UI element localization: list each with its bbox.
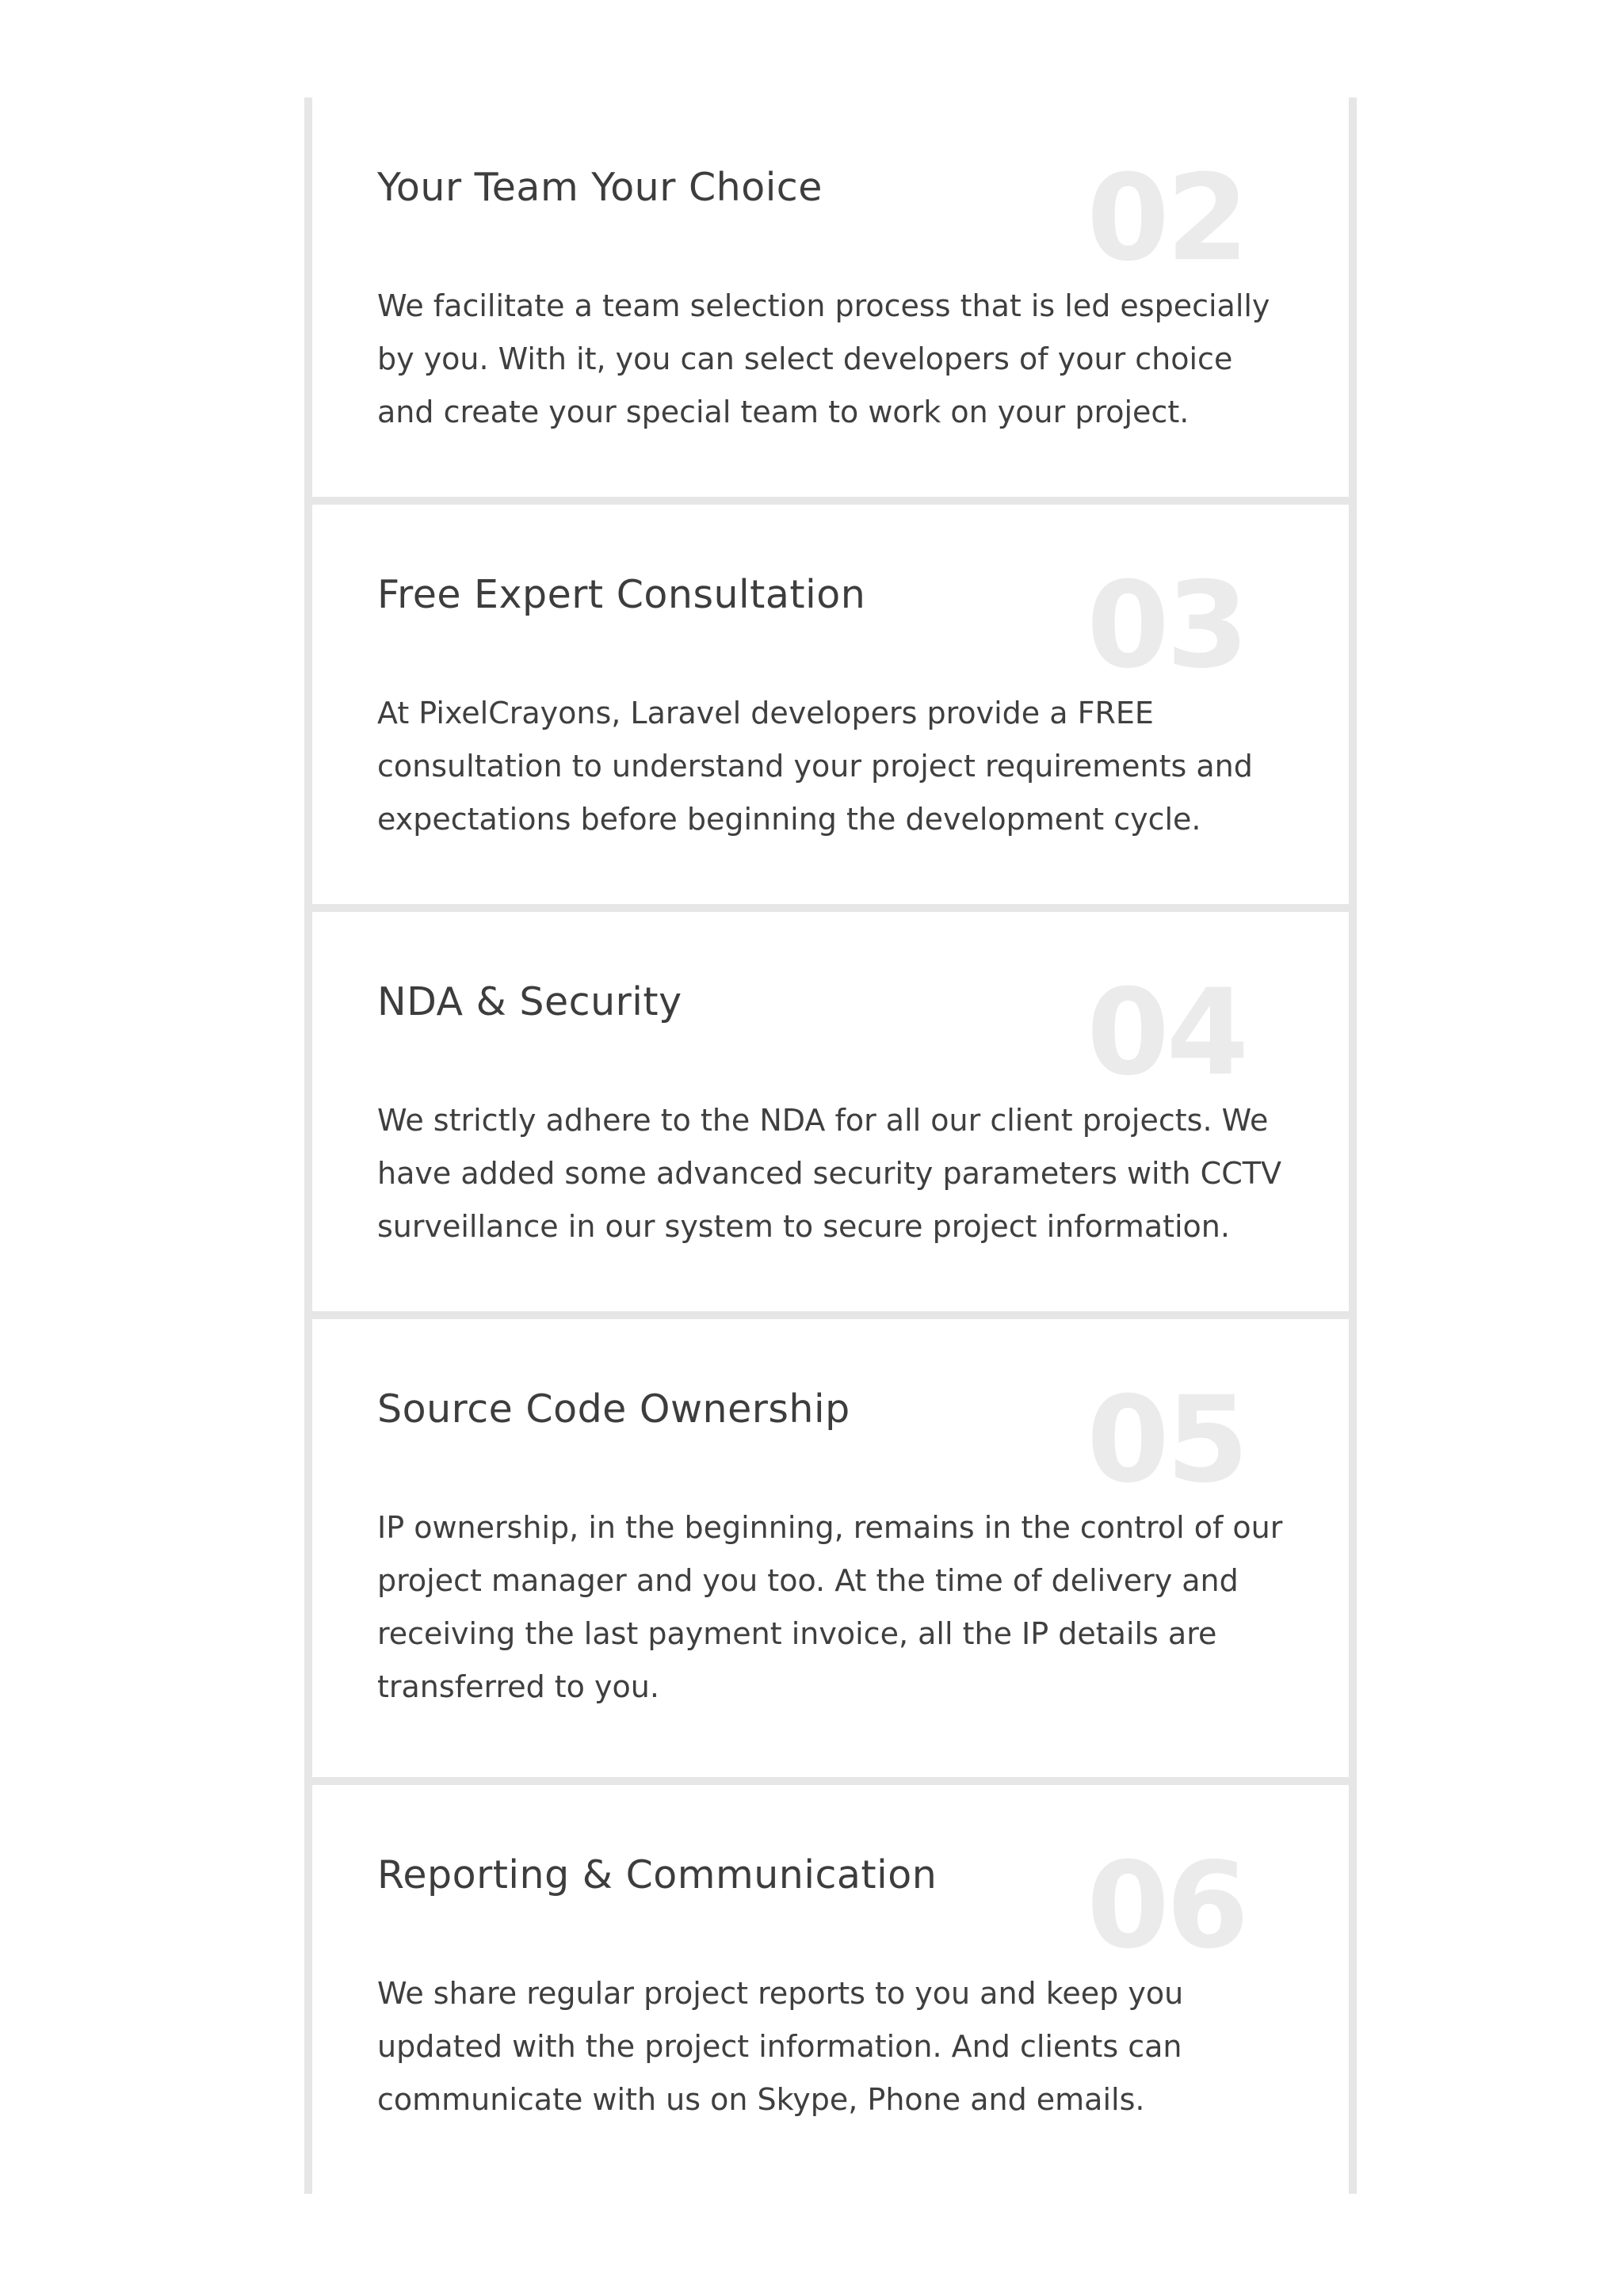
- card-number: 03: [1086, 557, 1246, 695]
- card-description: IP ownership, in the beginning, remains in the control of our project manager and you too. At the time of delivery and receiving the last payment invoice, all the IP details are transferred to you.: [377, 1510, 1283, 1704]
- card-number: 05: [1086, 1371, 1246, 1509]
- card-title: Source Code Ownership: [377, 1386, 850, 1432]
- card-title: Your Team Your Choice: [377, 165, 823, 210]
- feature-list: [304, 97, 1357, 2194]
- card-number: 02: [1086, 150, 1246, 288]
- card-number: 04: [1086, 964, 1246, 1102]
- card-description: At PixelCrayons, Laravel developers provide a FREE consultation to understand your project requirements and expectations before beginning the development cycle.: [377, 696, 1253, 837]
- card-description: We facilitate a team selection process that is led especially by you. With it, you can select developers of your choice and create your special team to work on your project.: [377, 288, 1270, 429]
- feature-card-source-code: [312, 1319, 1349, 1785]
- card-number: 06: [1086, 1837, 1246, 1975]
- feature-card-reporting: [312, 1785, 1349, 2186]
- card-title: Free Expert Consultation: [377, 572, 866, 617]
- card-title: Reporting & Communication: [377, 1852, 938, 1897]
- card-description: We strictly adhere to the NDA for all our client projects. We have added some advanced security parameters with CCTV surveillance in our system to secure project information.: [377, 1103, 1281, 1244]
- card-title: NDA & Security: [377, 979, 682, 1024]
- card-description: We share regular project reports to you and keep you updated with the project information. And clients can communicate with us on Skype, Phone and emails.: [377, 1976, 1184, 2117]
- feature-card-nda-security: [312, 912, 1349, 1319]
- feature-card-team-choice: [312, 97, 1349, 505]
- feature-card-consultation: [312, 505, 1349, 912]
